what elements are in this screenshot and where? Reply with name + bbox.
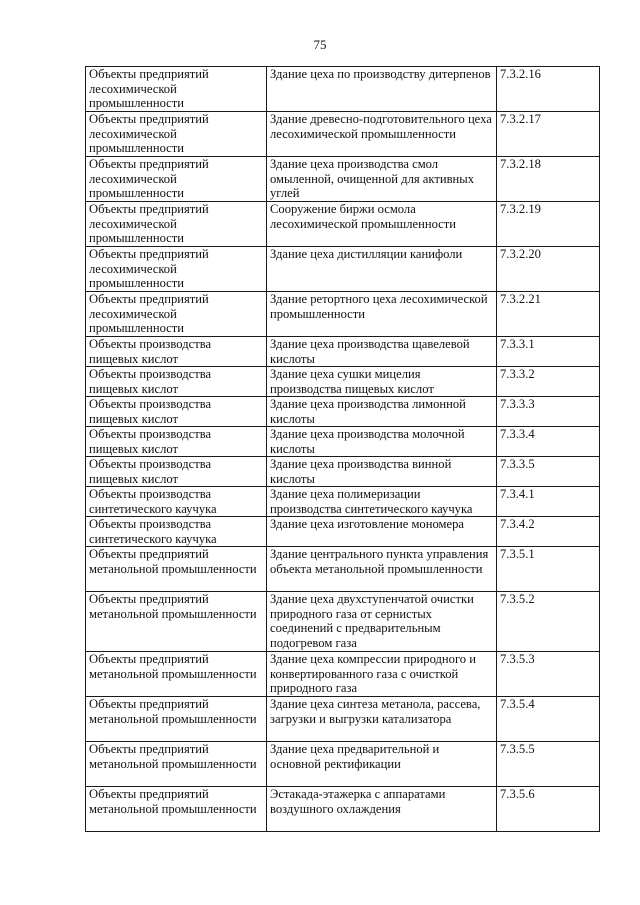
building-name-cell: Здание цеха изготовление мономера <box>267 517 497 547</box>
page-number: 75 <box>313 37 327 52</box>
building-name-cell: Здание центрального пункта управления объекта метанольной промышленности <box>267 547 497 592</box>
object-type-cell: Объекты предприятий лесохимической промышленности <box>86 67 267 112</box>
building-name-cell: Здание цеха по производству дитерпенов <box>267 67 497 112</box>
object-type-cell: Объекты производства пищевых кислот <box>86 337 267 367</box>
building-name-cell: Здание цеха синтеза метанола, рассева, загрузки и выгрузки катализатора <box>267 697 497 742</box>
building-name-cell: Здание ретортного цеха лесохимической промышленности <box>267 292 497 337</box>
code-cell: 7.3.2.21 <box>497 292 600 337</box>
object-type-cell: Объекты производства пищевых кислот <box>86 457 267 487</box>
table-row <box>86 592 600 652</box>
building-name-cell: Здание цеха производства винной кислоты <box>267 457 497 487</box>
building-name-cell: Здание цеха производства молочной кислоты <box>267 427 497 457</box>
code-cell: 7.3.2.20 <box>497 247 600 292</box>
object-type-cell: Объекты предприятий метанольной промышленности <box>86 547 267 592</box>
object-type-cell: Объекты предприятий лесохимической промышленности <box>86 157 267 202</box>
object-type-cell: Объекты предприятий лесохимической промышленности <box>86 112 267 157</box>
building-name-cell: Сооружение биржи осмола лесохимической промышленности <box>267 202 497 247</box>
table-row <box>86 157 600 202</box>
building-name-cell: Здание цеха полимеризации производства синтетического каучука <box>267 487 497 517</box>
code-cell: 7.3.3.2 <box>497 367 600 397</box>
building-name-cell: Здание цеха производства лимонной кислоты <box>267 397 497 427</box>
table-row <box>86 427 600 457</box>
building-name-cell: Здание цеха дистилляции канифоли <box>267 247 497 292</box>
table-row <box>86 697 600 742</box>
code-cell: 7.3.4.2 <box>497 517 600 547</box>
object-type-cell: Объекты производства пищевых кислот <box>86 397 267 427</box>
table-row <box>86 742 600 787</box>
code-cell: 7.3.5.2 <box>497 592 600 652</box>
table-row <box>86 67 600 112</box>
object-type-cell: Объекты предприятий метанольной промышленности <box>86 592 267 652</box>
code-cell: 7.3.5.6 <box>497 787 600 832</box>
table-row <box>86 652 600 697</box>
classification-table <box>85 66 600 832</box>
code-cell: 7.3.5.4 <box>497 697 600 742</box>
building-name-cell: Здание древесно-подготовительного цеха лесохимической промышленности <box>267 112 497 157</box>
code-cell: 7.3.5.5 <box>497 742 600 787</box>
code-cell: 7.3.3.5 <box>497 457 600 487</box>
object-type-cell: Объекты предприятий лесохимической промышленности <box>86 247 267 292</box>
table-row <box>86 457 600 487</box>
code-cell: 7.3.4.1 <box>497 487 600 517</box>
code-cell: 7.3.3.3 <box>497 397 600 427</box>
table-row <box>86 517 600 547</box>
building-name-cell: Здание цеха компрессии природного и конвертированного газа с очисткой природного газа <box>267 652 497 697</box>
table-row <box>86 247 600 292</box>
building-name-cell: Эстакада-этажерка с аппаратами воздушного охлаждения <box>267 787 497 832</box>
building-name-cell: Здание цеха двухступенчатой очистки природного газа от сернистых соединений с предварительным подогревом газа <box>267 592 497 652</box>
table-row <box>86 367 600 397</box>
table-row <box>86 397 600 427</box>
table-row <box>86 202 600 247</box>
table-row <box>86 112 600 157</box>
object-type-cell: Объекты предприятий лесохимической промышленности <box>86 202 267 247</box>
code-cell: 7.3.5.3 <box>497 652 600 697</box>
object-type-cell: Объекты предприятий лесохимической промышленности <box>86 292 267 337</box>
object-type-cell: Объекты предприятий метанольной промышленности <box>86 742 267 787</box>
object-type-cell: Объекты производства синтетического каучука <box>86 487 267 517</box>
code-cell: 7.3.2.19 <box>497 202 600 247</box>
code-cell: 7.3.3.4 <box>497 427 600 457</box>
table-row <box>86 337 600 367</box>
code-cell: 7.3.2.18 <box>497 157 600 202</box>
table-row <box>86 547 600 592</box>
object-type-cell: Объекты предприятий метанольной промышленности <box>86 697 267 742</box>
building-name-cell: Здание цеха сушки мицелия производства пищевых кислот <box>267 367 497 397</box>
building-name-cell: Здание цеха производства щавелевой кислоты <box>267 337 497 367</box>
object-type-cell: Объекты предприятий метанольной промышленности <box>86 787 267 832</box>
table-row <box>86 292 600 337</box>
code-cell: 7.3.2.17 <box>497 112 600 157</box>
code-cell: 7.3.5.1 <box>497 547 600 592</box>
table-row <box>86 487 600 517</box>
object-type-cell: Объекты производства пищевых кислот <box>86 367 267 397</box>
building-name-cell: Здание цеха производства смол омыленной, очищенной для активных углей <box>267 157 497 202</box>
code-cell: 7.3.2.16 <box>497 67 600 112</box>
object-type-cell: Объекты производства пищевых кислот <box>86 427 267 457</box>
object-type-cell: Объекты предприятий метанольной промышленности <box>86 652 267 697</box>
building-name-cell: Здание цеха предварительной и основной ректификации <box>267 742 497 787</box>
object-type-cell: Объекты производства синтетического каучука <box>86 517 267 547</box>
code-cell: 7.3.3.1 <box>497 337 600 367</box>
table-row <box>86 787 600 832</box>
